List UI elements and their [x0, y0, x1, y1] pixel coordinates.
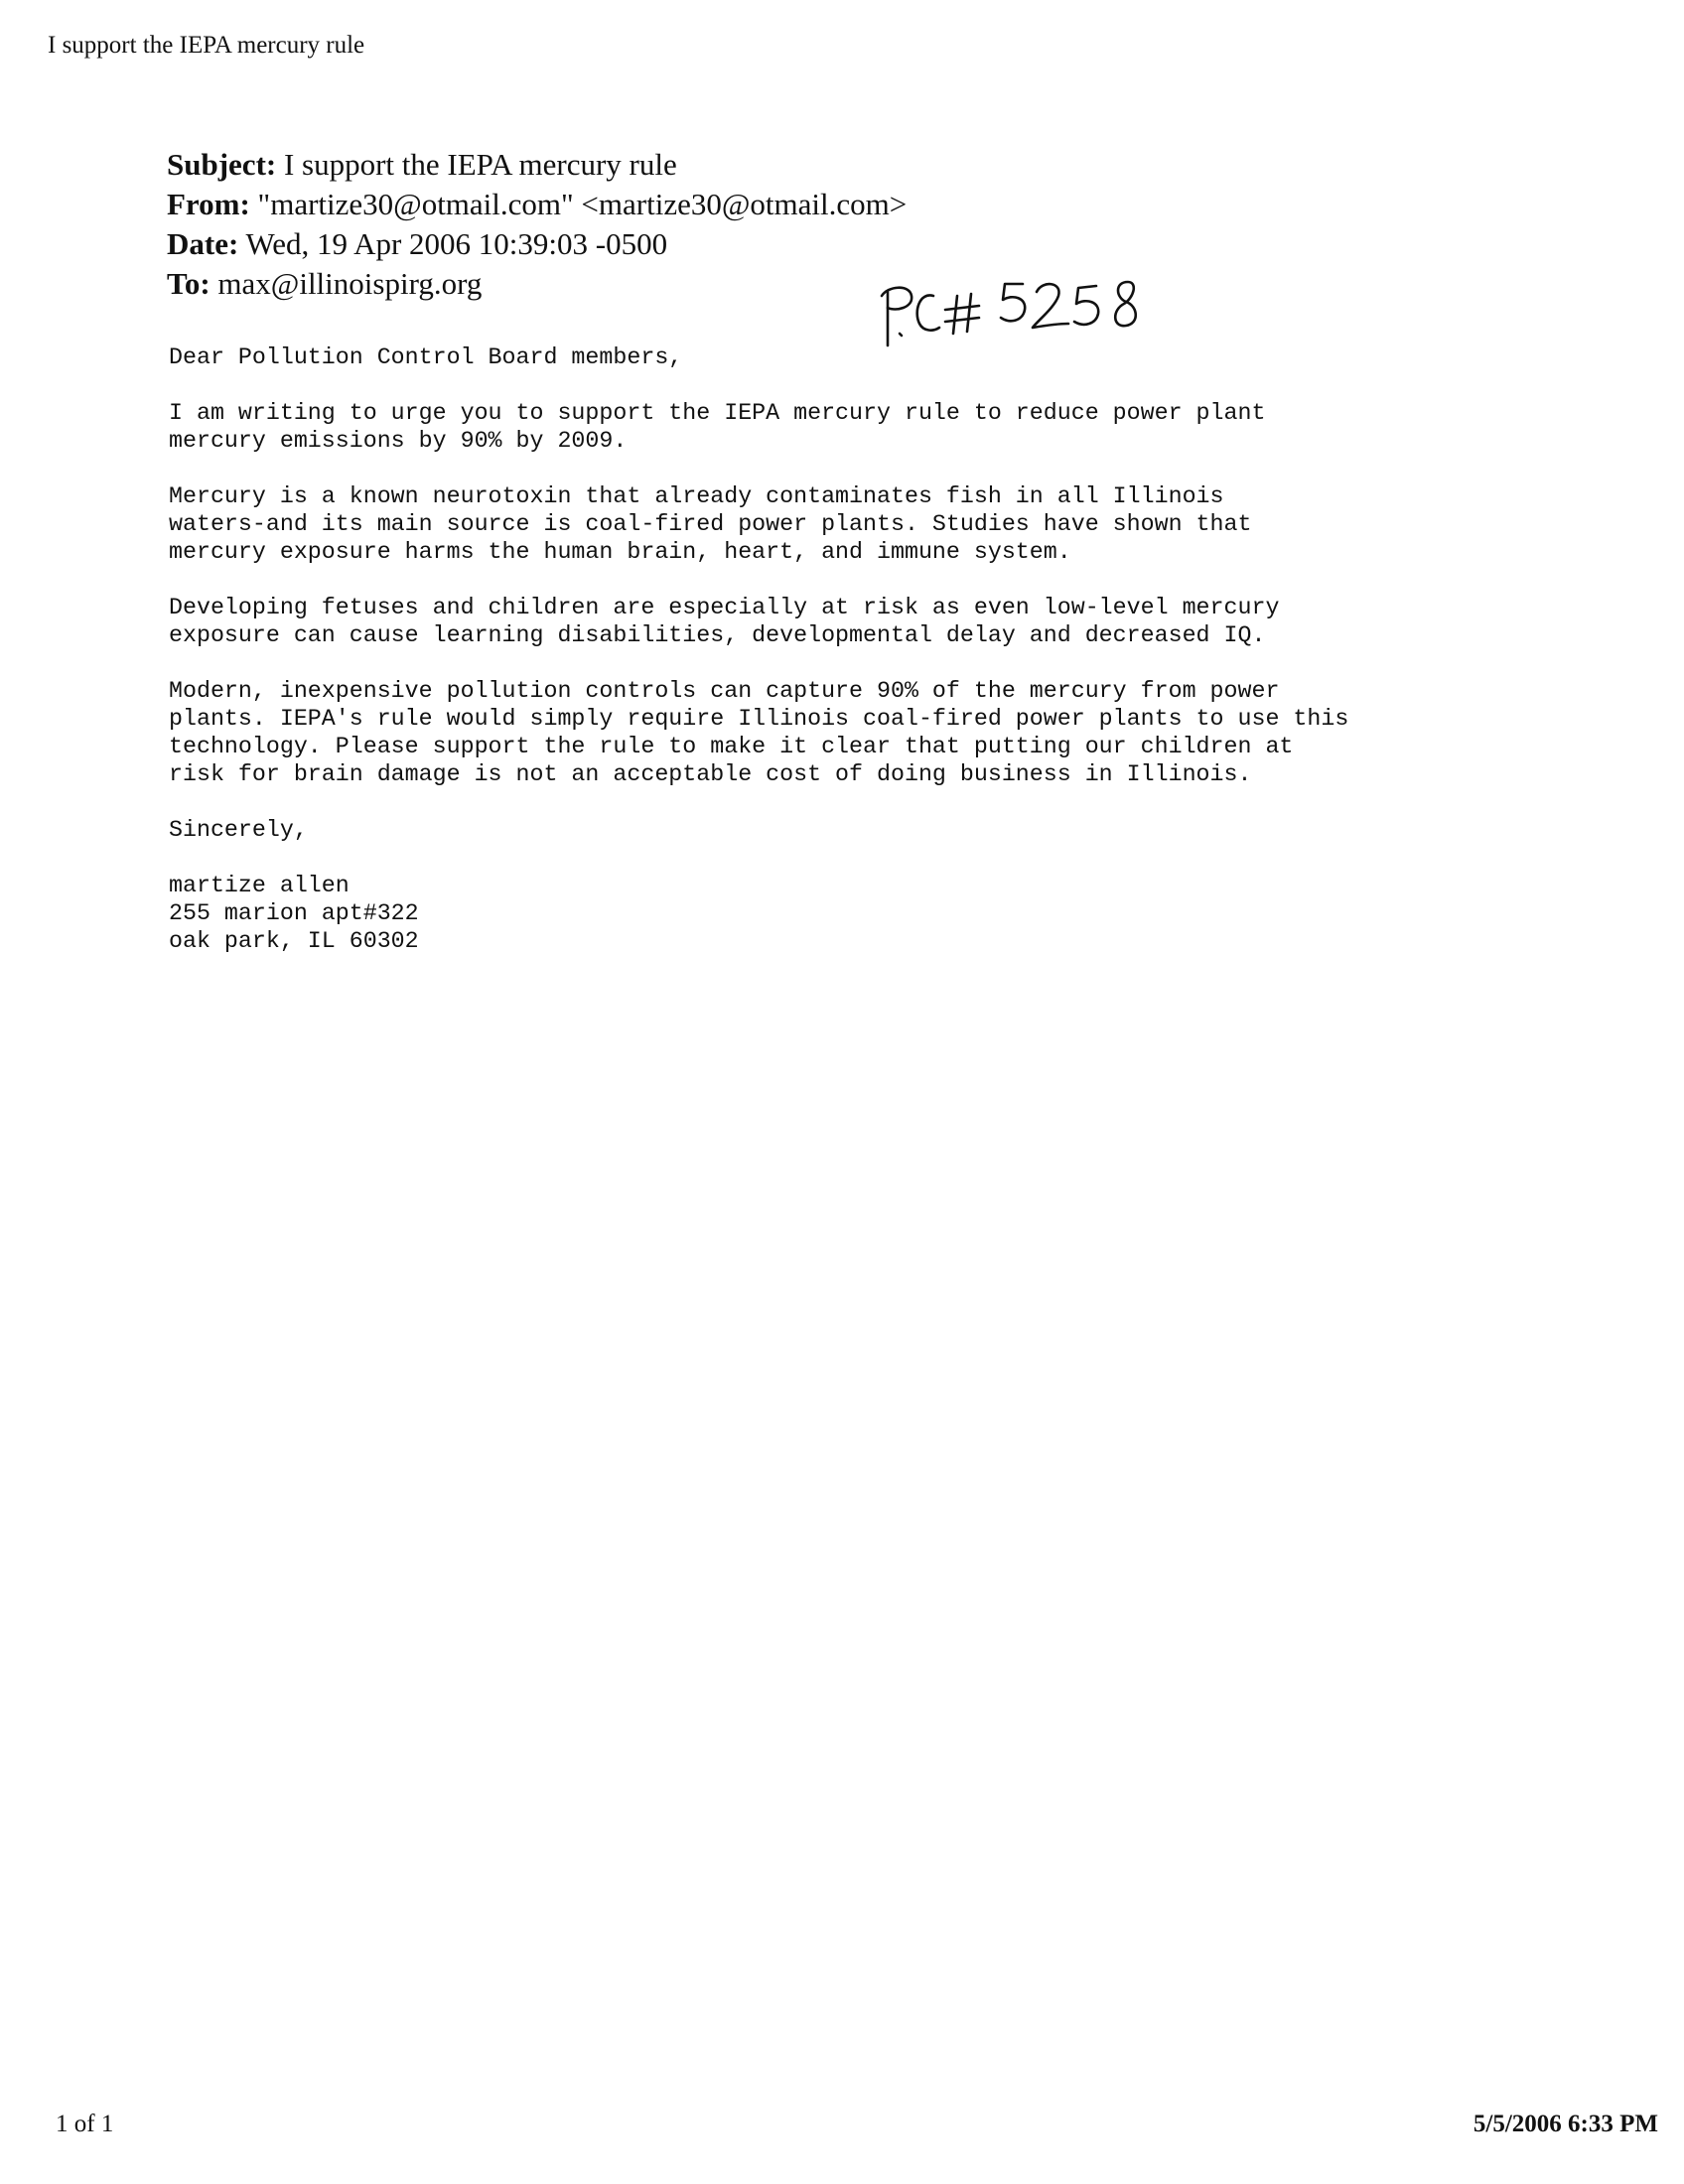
page-number: 1 of 1: [56, 2111, 114, 2137]
body-paragraph: I am writing to urge you to support the IEPA mercury rule to reduce power plant mercury emissions by 90% by 2009.: [169, 400, 1266, 454]
signature-address-line-2: oak park, IL 60302: [169, 928, 419, 954]
subject-value: I support the IEPA mercury rule: [283, 147, 677, 182]
subject-line: [167, 145, 907, 185]
to-label: To:: [167, 266, 210, 301]
from-value: "martize30@otmail.com" <martize30@otmail.com>: [257, 187, 908, 221]
signature-name: martize allen: [169, 873, 350, 898]
email-body: [169, 343, 1559, 955]
date-label: Date:: [167, 226, 239, 261]
greeting: Dear Pollution Control Board members,: [169, 344, 683, 370]
from-line: [167, 185, 907, 224]
print-timestamp: 5/5/2006 6:33 PM: [1473, 2111, 1658, 2137]
date-value: Wed, 19 Apr 2006 10:39:03 -0500: [245, 226, 668, 261]
date-line: [167, 224, 907, 264]
subject-label: Subject:: [167, 147, 277, 182]
email-headers: [167, 145, 907, 304]
body-paragraph: Mercury is a known neurotoxin that already contaminates fish in all Illinois waters-and its main source is coal-fired power plants. Studies have shown that mercury exposure harms the human brain, heart, and immune system.: [169, 483, 1252, 565]
signature-address-line-1: 255 marion apt#322: [169, 900, 419, 926]
to-value: max@illinoispirg.org: [217, 266, 483, 301]
print-header-title: I support the IEPA mercury rule: [48, 32, 365, 59]
closing: Sincerely,: [169, 817, 308, 843]
body-paragraph: Developing fetuses and children are especially at risk as even low-level mercury exposure can cause learning disabilities, developmental delay and decreased IQ.: [169, 595, 1280, 648]
from-label: From:: [167, 187, 250, 221]
to-line: [167, 264, 907, 304]
body-paragraph: Modern, inexpensive pollution controls can capture 90% of the mercury from power plants. IEPA's rule would simply require Illinois coal-fired power plants to use this technology. Please support the rule to make it clear that putting our children at risk for brain damage is not an acceptable cost of doing business in Illinois.: [169, 678, 1349, 787]
